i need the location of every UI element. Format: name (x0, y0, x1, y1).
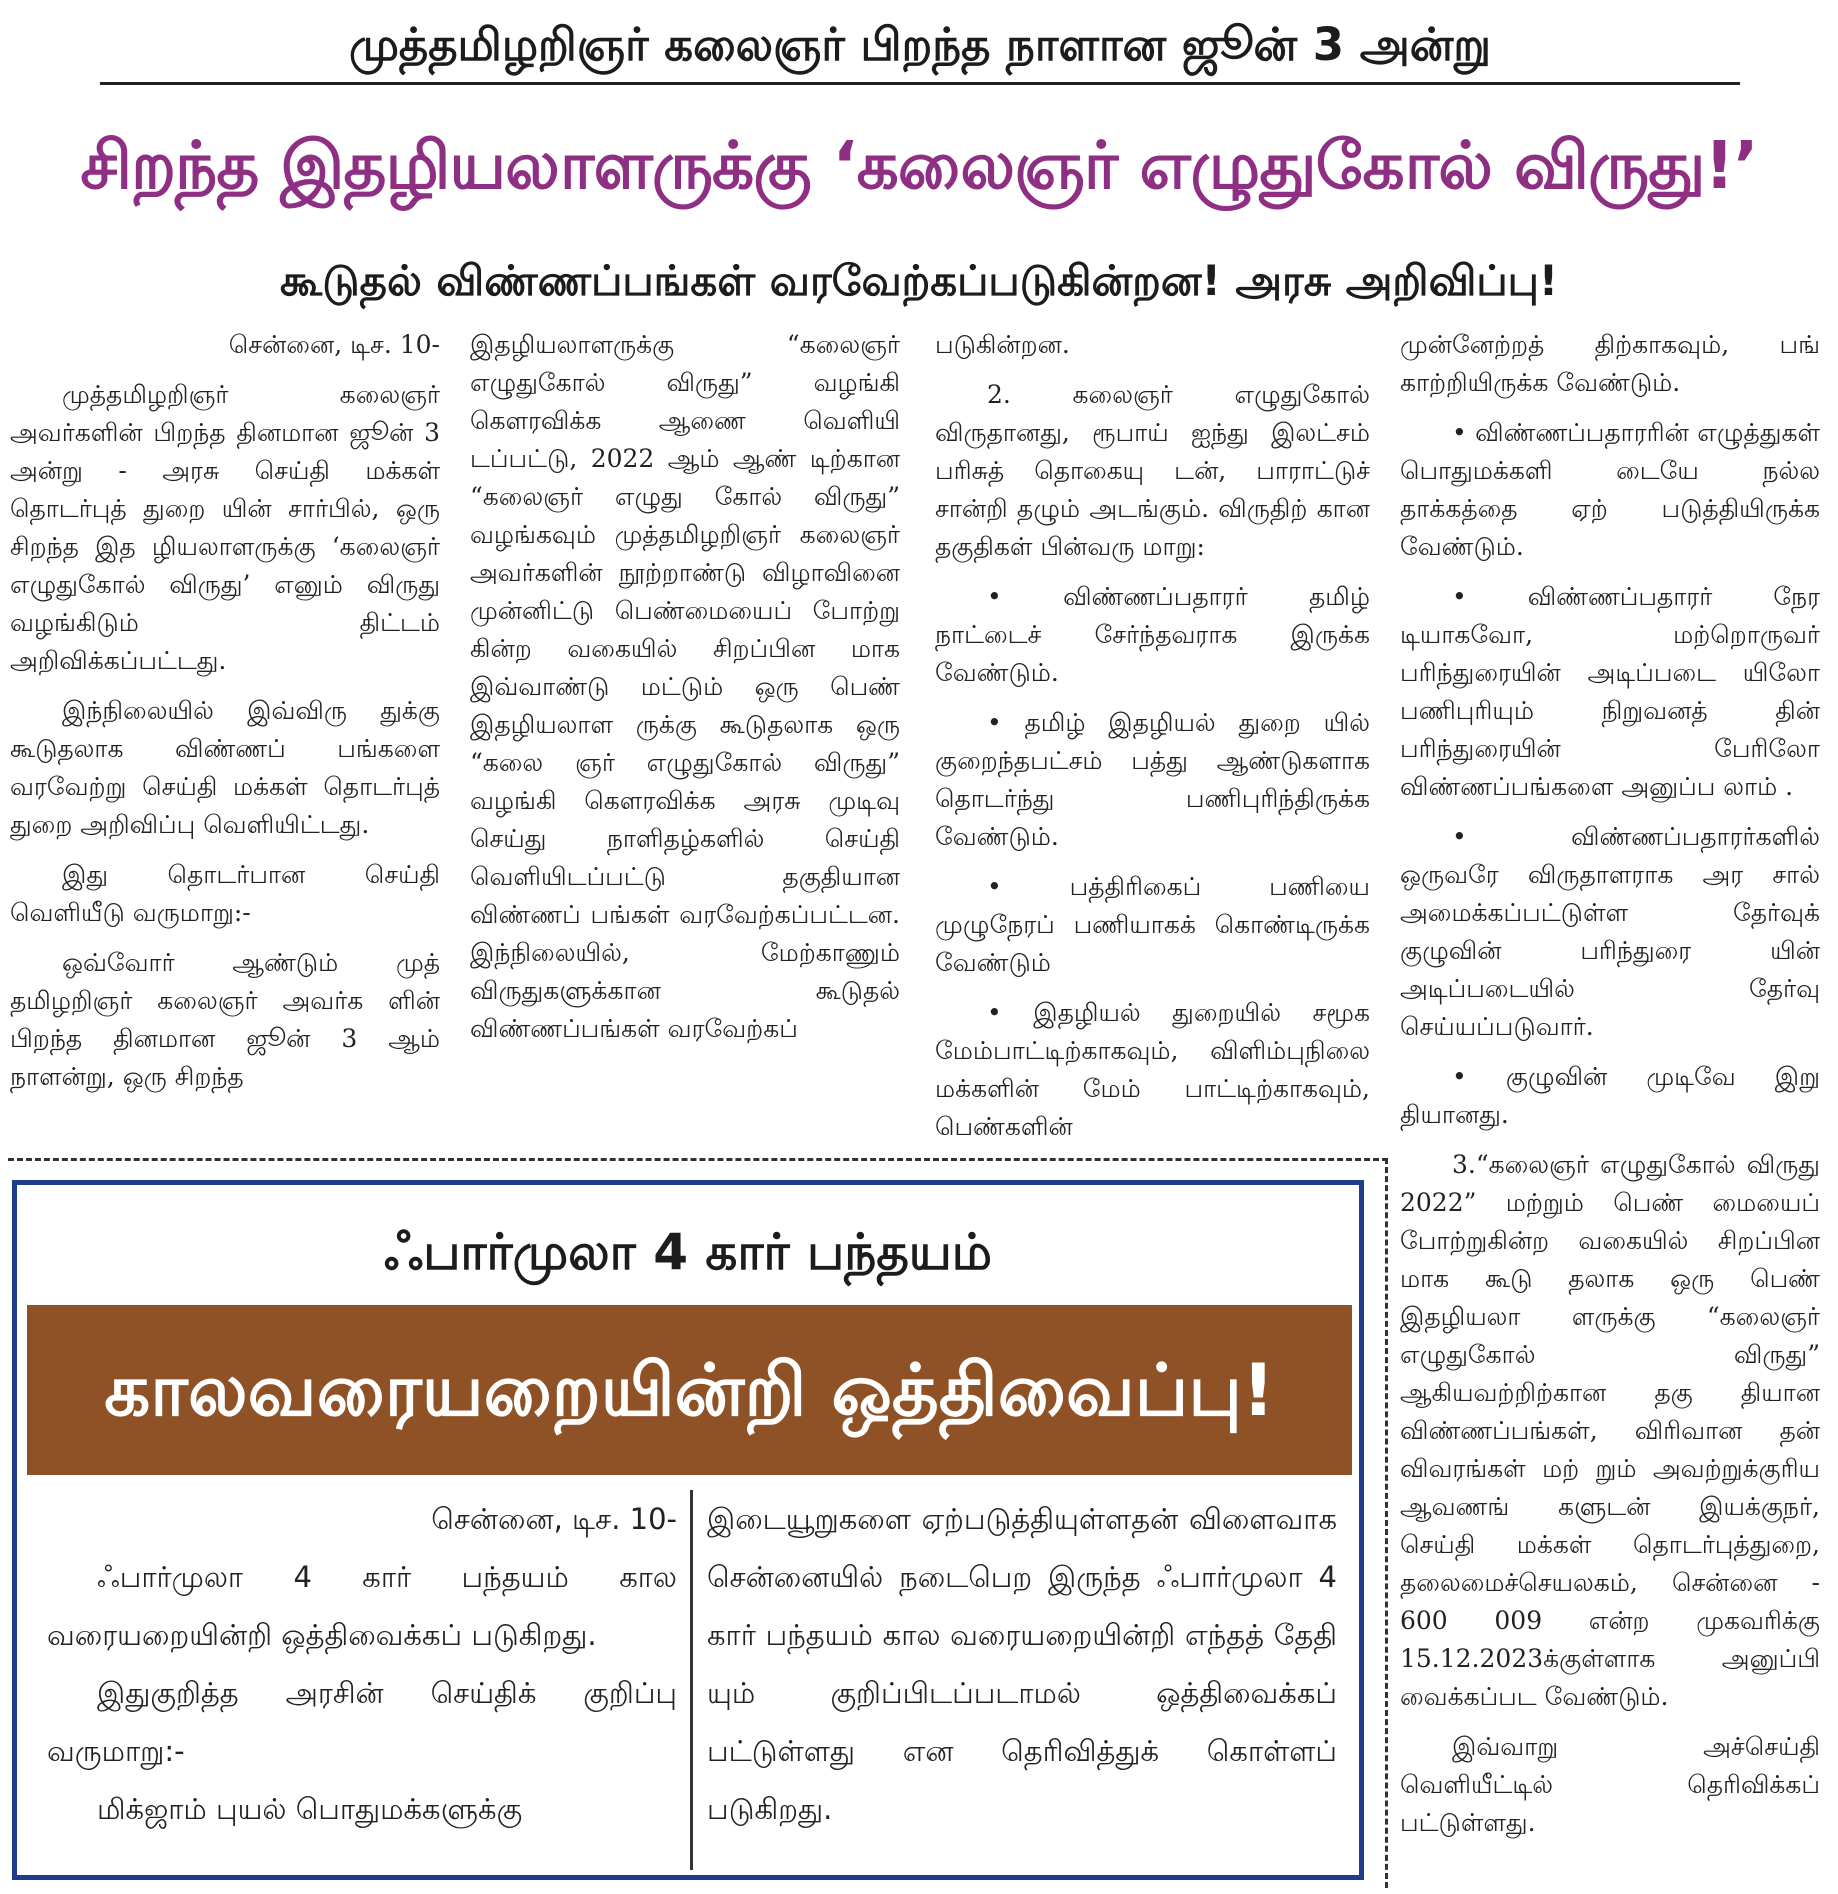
bullet-item: • விண்ணப்பதாரர் தமிழ் நாட்டைச் சேர்ந்தவராக இருக்க வேண்டும். (935, 582, 1370, 687)
article-column-4 (1400, 326, 1820, 1891)
paragraph: படுகின்றன. (935, 330, 1070, 359)
paragraph: ஒவ்வோர் ஆண்டும் முத் தமிழறிஞர் கலைஞர் அவர்க ளின் பிறந்த தினமான ஜூன் 3 ஆம் நாளன்று, ஒரு சிறந்த (10, 948, 440, 1091)
bullet-item: • இதழியல் துறையில் சமூக மேம்பாட்டிற்காகவும், விளிம்புநிலை மக்களின் மேம் பாட்டிற்காகவும், பெண்களின் (935, 998, 1370, 1141)
box-column-1 (47, 1490, 677, 1870)
paragraph: 2. கலைஞர் எழுதுகோல் விருதானது, ரூபாய் ஐந்து இலட்சம் பரிசுத் தொகையு டன், பாராட்டுச் சான்றி தழும் அடங்கும். விருதிற் கான தகுதிகள் பின்வரு மாறு: (935, 380, 1370, 561)
article-kicker: முத்தமிழறிஞர் கலைஞர் பிறந்த நாளான ஜூன் 3 அன்று (100, 8, 1740, 85)
article-column-1 (10, 326, 440, 1146)
paragraph: இடையூறுகளை ஏற்படுத்தியுள்ளதன் விளைவாக சென்னையில் நடைபெற இருந்த ஃபார்முலா 4 கார் பந்தயம் கால வரையறையின்றி எந்தத் தேதி யும் குறிப்பிடப்படாமல் ஒத்திவைக்கப் பட்டுள்ளது என தெரிவித்துக் கொள்ளப் படுகிறது. (707, 1502, 1337, 1826)
box-column-divider (690, 1490, 693, 1870)
paragraph: 3.“கலைஞர் எழுதுகோல் விருது 2022” மற்றும் பெண் மையைப் போற்றுகின்ற வகையில் சிறப்பின மாக கூடு தலாக ஒரு பெண் இதழியலா ளருக்கு “கலைஞர் எழுதுகோல் விருது” ஆகியவற்றிற்கான தகு தியான விண்ணப்பங்கள், விரிவான தன் விவரங்கள் மற் றும் அவற்றுக்குரிய ஆவணங் களுடன் இயக்குநர், செய்தி மக்கள் தொடர்புத்துறை, தலைமைச்செயலகம், சென்னை - 600 009 என்ற முகவரிக்கு 15.12.2023க்குள்ளாக அனுப்பி வைக்கப்பட வேண்டும். (1400, 1150, 1820, 1711)
dateline: சென்னை, டிச. 10- (431, 1502, 677, 1536)
box-kicker: ஃபார்முலா 4 கார் பந்தயம் (383, 1223, 992, 1281)
bullet-item: • குழுவின் முடிவே இறு தியானது. (1400, 1062, 1820, 1129)
dateline: சென்னை, டிச. 10- (228, 330, 440, 359)
paragraph: முத்தமிழறிஞர் கலைஞர் அவர்களின் பிறந்த தினமான ஜூன் 3 அன்று - அரசு செய்தி மக்கள் தொடர்புத் துறை யின் சார்பில், ஒரு சிறந்த இத ழியலாளருக்கு ‘கலைஞர் எழுதுகோல் விருது’ எனும் விருது வழங்கிடும் திட்டம் அறிவிக்கப்பட்டது. (10, 380, 440, 675)
paragraph: மிக்ஜாம் புயல் பொதுமக்களுக்கு (97, 1792, 523, 1826)
article-headline: சிறந்த இதழியலாளருக்கு ‘கலைஞர் எழுதுகோல் விருது!’ (80, 127, 1758, 204)
article-column-3 (935, 326, 1370, 1146)
paragraph: இது தொடர்பான செய்தி வெளியீடு வருமாறு:- (10, 860, 440, 927)
bullet-item: • பத்திரிகைப் பணியை முழுநேரப் பணியாகக் கொண்டிருக்க வேண்டும் (935, 872, 1370, 977)
paragraph: முன்னேற்றத் திற்காகவும், பங் காற்றியிருக்க வேண்டும். (1400, 330, 1820, 397)
paragraph: இவ்வாறு அச்செய்தி வெளியீட்டில் தெரிவிக்கப் பட்டுள்ளது. (1400, 1732, 1820, 1837)
box-column-2 (707, 1490, 1337, 1870)
paragraph: ஃபார்முலா 4 கார் பந்தயம் கால வரையறையின்றி ஒத்திவைக்கப் படுகிறது. (47, 1560, 677, 1652)
bullet-item: • விண்ணப்பதாரர்களில் ஒருவரே விருதாளராக அர சால் அமைக்கப்பட்டுள்ள தேர்வுக் குழுவின் பரிந்துரை யின் அடிப்படையில் தேர்வு செய்யப்படுவார். (1400, 822, 1820, 1041)
bullet-item: • விண்ணப்பதாரரின் எழுத்துகள் பொதுமக்களி டையே நல்ல தாக்கத்தை ஏற் படுத்தியிருக்க வேண்டும். (1400, 418, 1820, 561)
paragraph: இந்நிலையில் இவ்விரு துக்கு கூடுதலாக விண்ணப் பங்களை வரவேற்று செய்தி மக்கள் தொடர்புத் துறை அறிவிப்பு வெளியிட்டது. (10, 696, 440, 839)
bullet-item: • தமிழ் இதழியல் துறை யில் குறைந்தபட்சம் பத்து ஆண்டுகளாக தொடர்ந்து பணிபுரிந்திருக்க வேண்டும். (935, 708, 1370, 851)
paragraph: இதழியலாளருக்கு “கலைஞர் எழுதுகோல் விருது” வழங்கி கௌரவிக்க ஆணை வெளியி டப்பட்டு, 2022 ஆம் ஆண் டிற்கான “கலைஞர் எழுது கோல் விருது” வழங்கவும் முத்தமிழறிஞர் கலைஞர் அவர்களின் நூற்றாண்டு விழாவினை முன்னிட்டு பெண்மையைப் போற்று கின்ற வகையில் சிறப்பின மாக இவ்வாண்டு மட்டும் ஒரு பெண் இதழியலாள ருக்கு கூடுதலாக ஒரு “கலை ஞர் எழுதுகோல் விருது” வழங்கி கௌரவிக்க அரசு முடிவு செய்து நாளிதழ்களில் செய்தி வெளியிடப்பட்டு தகுதியான விண்ணப் பங்கள் வரவேற்கப்பட்டன. இந்நிலையில், மேற்காணும் விருதுகளுக்கான கூடுதல் விண்ணப்பங்கள் வரவேற்கப் (470, 330, 900, 1043)
paragraph: இதுகுறித்த அரசின் செய்திக் குறிப்பு வருமாறு:- (47, 1676, 677, 1768)
dashed-divider-horizontal (8, 1158, 1388, 1161)
box-banner-headline: காலவரையறையின்றி ஒத்திவைப்பு! (27, 1305, 1352, 1475)
formula4-news-box (12, 1180, 1364, 1880)
bullet-item: • விண்ணப்பதாரர் நேர டியாகவோ, மற்றொருவர் பரிந்துரையின் அடிப்படை யிலோ பணிபுரியும் நிறுவனத் தின் பரிந்துரையின் பேரிலோ விண்ணப்பங்களை அனுப்ப லாம் . (1400, 582, 1820, 801)
dashed-divider-vertical (1385, 1158, 1388, 1888)
article-column-2 (470, 326, 900, 1146)
article-subhead: கூடுதல் விண்ணப்பங்கள் வரவேற்கப்படுகின்றன! அரசு அறிவிப்பு! (279, 256, 1559, 305)
